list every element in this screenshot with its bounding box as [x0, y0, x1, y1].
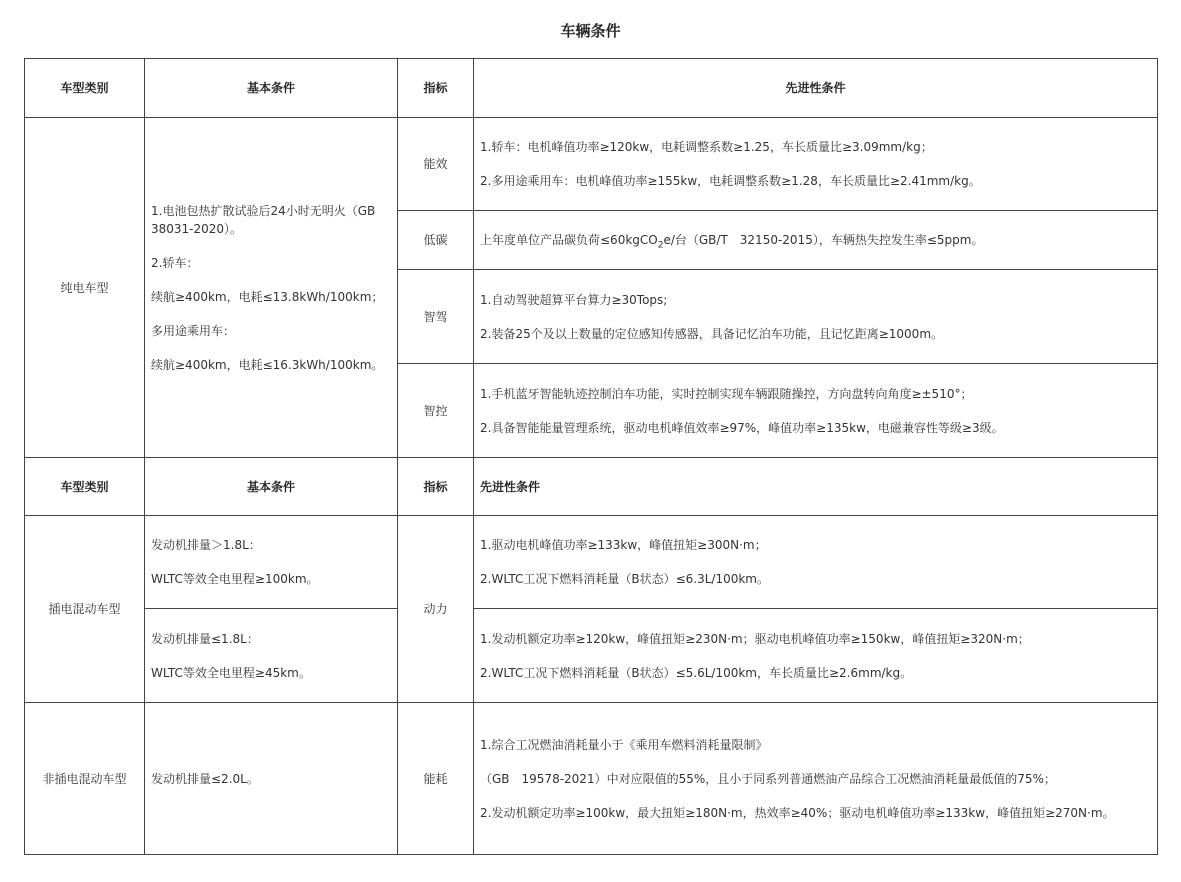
- basic-line: WLTC等效全电里程≥100km。: [151, 572, 319, 586]
- ev-basic-conditions: [145, 118, 398, 458]
- hev-basic-conditions: 发动机排量≤2.0L。: [145, 703, 398, 855]
- phev-basic-conditions: [145, 609, 398, 703]
- basic-line: 发动机排量≤1.8L：: [151, 631, 259, 646]
- ev-basic-line: 2.轿车：: [151, 255, 199, 270]
- ev-efficiency-conditions: [474, 118, 1158, 211]
- header-advanced: 先进性条件: [474, 59, 1158, 118]
- indicator-power: 动力: [398, 516, 474, 703]
- table-row: [25, 118, 1158, 211]
- indicator-efficiency: 能效: [398, 118, 474, 211]
- condition-line: 1.轿车：电机峰值功率≥120kw，电耗调整系数≥1.25，车长质量比≥3.09mm/kg；: [480, 140, 933, 154]
- vehicle-conditions-table: [24, 58, 1158, 855]
- ev-smart-control-conditions: [474, 364, 1158, 458]
- condition-line: 1.发动机额定功率≥120kw，峰值扭矩≥230N·m；驱动电机峰值功率≥150kw，峰值扭矩≥320N·m；: [480, 631, 1030, 646]
- basic-line: 发动机排量＞1.8L：: [151, 538, 261, 552]
- condition-line: 1.手机蓝牙智能轨迹控制泊车功能，实时控制实现车辆跟随操控，方向盘转向角度≥±510°；: [480, 386, 973, 401]
- table-header-row: [25, 59, 1158, 118]
- table-header-row: [25, 458, 1158, 516]
- category-phev: 插电混动车型: [25, 516, 145, 703]
- phev-advanced-conditions: [474, 516, 1158, 609]
- ev-smart-driving-conditions: [474, 270, 1158, 364]
- condition-line: 1.综合工况燃油消耗量小于《乘用车燃料消耗量限制》: [480, 737, 768, 752]
- condition-line: 2.多用途乘用车：电机峰值功率≥155kw，电耗调整系数≥1.28，车长质量比≥2.41mm/kg。: [480, 174, 981, 188]
- header-indicator: 指标: [398, 458, 474, 516]
- condition-line: 2.WLTC工况下燃料消耗量（B状态）≤6.3L/100km。: [480, 572, 769, 586]
- category-hev: 非插电混动车型: [25, 703, 145, 855]
- condition-text: 上年度单位产品碳负荷≤60kgCO: [480, 233, 658, 247]
- header-basic: 基本条件: [145, 59, 398, 118]
- condition-line: 2.WLTC工况下燃料消耗量（B状态）≤5.6L/100km，车长质量比≥2.6mm/kg。: [480, 665, 913, 680]
- condition-line: 1.自动驾驶超算平台算力≥30Tops;: [480, 292, 668, 307]
- header-indicator: 指标: [398, 59, 474, 118]
- ev-basic-line: 1.电池包热扩散试验后24小时无明火（GB 38031-2020）。: [151, 203, 388, 236]
- indicator-low-carbon: 低碳: [398, 211, 474, 270]
- indicator-energy-consumption: 能耗: [398, 703, 474, 855]
- hev-advanced-conditions: [474, 703, 1158, 855]
- header-category: 车型类别: [25, 59, 145, 118]
- indicator-smart-driving: 智驾: [398, 270, 474, 364]
- basic-line: WLTC等效全电里程≥45km。: [151, 665, 311, 680]
- category-ev: 纯电车型: [25, 118, 145, 458]
- condition-line: （GB 19578-2021）中对应限值的55%，且小于同系列普通燃油产品综合工况燃油消耗量最低值的75%；: [480, 771, 1056, 786]
- phev-advanced-conditions: [474, 609, 1158, 703]
- table-row: [25, 703, 1158, 855]
- page-title: 车辆条件: [560, 22, 621, 40]
- ev-basic-line: 多用途乘用车：: [151, 323, 236, 338]
- phev-basic-conditions: [145, 516, 398, 609]
- ev-basic-line: 续航≥400km，电耗≤13.8kWh/100km；: [151, 289, 384, 304]
- ev-basic-line: 续航≥400km，电耗≤16.3kWh/100km。: [151, 357, 384, 372]
- table-row: [25, 609, 1158, 703]
- subscript-two: 2: [657, 240, 664, 251]
- condition-line: 2.发动机额定功率≥100kw，最大扭矩≥180N·m，热效率≥40%；驱动电机峰值功率≥133kw，峰值扭矩≥270N·m。: [480, 805, 1115, 820]
- table-row: [25, 516, 1158, 609]
- header-advanced: 先进性条件: [474, 458, 1158, 516]
- condition-line: 2.装备25个及以上数量的定位感知传感器，具备记忆泊车功能，且记忆距离≥1000m。: [480, 326, 944, 341]
- indicator-smart-control: 智控: [398, 364, 474, 458]
- condition-line: 2.具备智能能量管理系统，驱动电机峰值效率≥97%，峰值功率≥135kw，电磁兼容性等级≥3级。: [480, 420, 1004, 435]
- condition-text: e/台（GB/T 32150-2015），车辆热失控发生率≤5ppm。: [663, 233, 984, 247]
- header-basic: 基本条件: [145, 458, 398, 516]
- ev-low-carbon-conditions: [474, 211, 1158, 270]
- condition-line: 1.驱动电机峰值功率≥133kw，峰值扭矩≥300N·m；: [480, 538, 767, 552]
- header-category: 车型类别: [25, 458, 145, 516]
